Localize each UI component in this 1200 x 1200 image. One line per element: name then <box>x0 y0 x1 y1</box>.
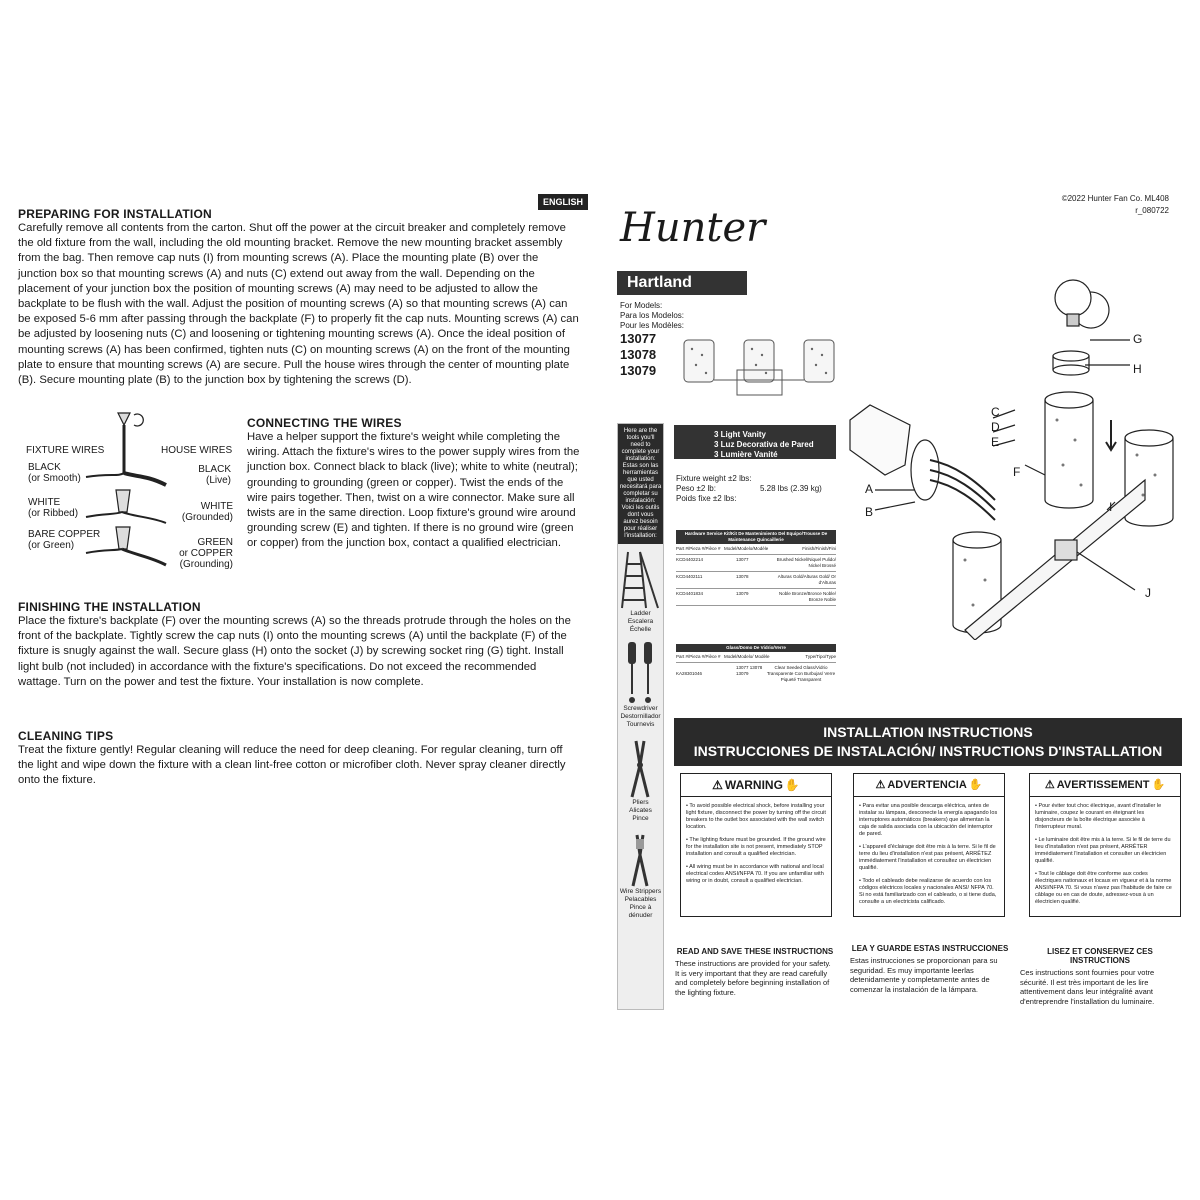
glass-table-title: Glass/Domo De Vidrio/Verre <box>676 644 836 652</box>
installation-instructions-header: INSTALLATION INSTRUCTIONS INSTRUCCIONES DE INSTALACIÓN/ INSTRUCTIONS D'INSTALLATION <box>674 718 1182 766</box>
warning-body: • Para evitar una posible descarga eléctrica, antes de instalar su lámpara, desconecte la energía apagando los interruptores automáticos (breakers) que alimentan la caja de salida asociada con la ubicación del interruptor de pared. • L'appareil d'éclairage doit être mis à la terre. Si le fil de terre du lieu d'installation n'est pas présent, ARRÊTEZ immédiatement l'installation et consultez un électricien qualifié. • Todo el cableado debe realizarse de acuerdo con los códigos eléctricos locales y nacionales ANSI/ NFPA 70. Si no está familiarizado con el cableado, o si tiene duda, consulte a un electricista calificado. <box>853 797 1005 917</box>
white-house-label: WHITE (Grounded) <box>181 501 233 523</box>
diagram-label-i: I <box>1109 500 1113 514</box>
diagram-label-a: A <box>865 482 874 496</box>
pliers-label: Pliers Alicates Pince <box>629 799 652 822</box>
table-row: KCD4402111 13078 Alturas Gold/Alturas Gold/ Or d'Alturas <box>676 572 836 589</box>
wire-strippers-label: Wire Strippers Pelacables Pince à dénuder <box>619 888 662 919</box>
screwdriver-icon <box>618 640 663 705</box>
section-body: Carefully remove all contents from the carton. Shut off the power at the circuit breaker and completely remove the old fixture from the wall, including the old mounting bracket. Remove the new mounting bracket assembly from the bag. Then remove cap nuts (I) from mounting screws (A). Place the mounting plate (B) over the junction box so that mounting screws (A) and nuts (C) extend out away from the wall. Depending on the placement of your junction box the position of mounting screws (A) may need to be adjusted to allow the backplate to be flush with the wall. Adjust the position of mounting screws (A) so that mounting screws (A) can be exposed 5-6 mm after passing through the backplate (F) to properly fit the cap nuts. Mounting screws (A) can be adjusted by loosening nuts (C) and loosening or tightening mounting screws (A). Once the ideal position of mounting screws (A) has been confirmed, tighten nuts (C) on mounting screws (A) on the front of the mounting plate to ensure that mounting screws (A) are secure. Pull the house wires through the center of mounting plate (B). Secure mounting plate (B) to the junction box by tightening the screws (D). <box>18 222 579 387</box>
warning-triangle-icon: ⚠ <box>875 778 886 791</box>
section-title: FINISHING THE INSTALLATION <box>18 600 201 614</box>
brand-logo: Hunter <box>620 205 766 251</box>
warning-triangle-icon: ⚠ <box>712 777 723 792</box>
black-house-label: BLACK (Live) <box>198 464 231 486</box>
wiring-diagram <box>26 405 241 575</box>
warning-title: ⚠ AVERTISSEMENT ✋ <box>1029 773 1181 797</box>
hand-shock-icon: ✋ <box>1151 778 1166 791</box>
read-save-es: LEA Y GUARDE ESTAS INSTRUCCIONES Estas instrucciones se proporcionan para su seguridad. Es muy importante leerlas detenidamente y completamente antes de comenzar la instalación de la lámpara. <box>850 944 1009 994</box>
section-body: Place the fixture's backplate (F) over the mounting screws (A) so the threads protrude through the holes on the front of the backplate. Tightly screw the cap nuts (I) onto the mounting screws (A) until the backplate (F) of the fixture is snugly against the wall. Secure glass (H) onto the socket (J) by screwing socket ring (G) tight. Install light bulb (not included) in accordance with the fixture's specifications. Do not exceed the recommended wattage. Turn on the power and test the fixture. Your installation is now complete. <box>18 615 571 688</box>
diagram-label-e: E <box>991 435 1000 449</box>
read-save-en: READ AND SAVE THESE INSTRUCTIONS These instructions are provided for your safety. It is very important that they are read carefully and completely before beginning installation of the lighting fixture. <box>675 947 834 997</box>
copper-fixture-label: BARE COPPER (or Green) <box>28 529 101 551</box>
warning-title: ⚠ WARNING ✋ <box>680 773 832 797</box>
house-wires-header: HOUSE WIRES <box>161 445 233 456</box>
warning-panel-es <box>853 773 1005 917</box>
section-body: Have a helper support the fixture's weight while completing the wiring. Attach the fixture's wires to the power supply wires from the junction box. Connect black to black (live); white to white (neutral); grounding to grounding (green or copper). Twist the ends of the wire pairs together. Then, twist on a wire connector. Make sure all twists are in the same direction. Loop fixture's ground wire around grounding screw (E) and tighten. If there is no ground wire (green or copper) from the junction box, contact a qualified electrician. <box>247 431 580 550</box>
ladder-icon <box>618 550 663 610</box>
model-numbers: 13077 13078 13079 <box>620 331 657 378</box>
warning-body: • To avoid possible electrical shock, before installing your light fixture, disconnect the power by turning off the circuit breakers to the outlet box associated with the wall switch location. • The lighting fixture must be grounded. If the ground wire for the installation site is not present, immediately STOP installation and consult a qualified electrician. • All wiring must be in accordance with national and local electrical codes ANSI/NFPA 70. If you are unfamiliar with wiring or in doubt, consult a qualified electrician. <box>680 797 832 917</box>
model-name: Hartland <box>617 271 747 295</box>
white-fixture-label: WHITE (or Ribbed) <box>28 497 79 519</box>
hardware-table-header: Part #/Pieza #/Pièce # Model/Modelo/Modèle Finish/Finish/Fini <box>676 544 836 555</box>
copper-house-label: GREEN or COPPER (Grounding) <box>179 537 233 570</box>
diagram-label-b: B <box>865 505 874 519</box>
section-finishing <box>18 600 580 690</box>
fixture-type-box: 3 Light Vanity 3 Luz Decorativa de Pared 3 Lumière Vanité <box>674 425 836 459</box>
section-title: CONNECTING THE WIRES <box>247 416 402 430</box>
black-fixture-label: BLACK (or Smooth) <box>28 462 81 484</box>
warning-triangle-icon: ⚠ <box>1044 778 1055 791</box>
hand-shock-icon: ✋ <box>784 777 800 792</box>
hardware-kit-table <box>676 530 836 685</box>
ladder-label: Ladder Escalera Échelle <box>627 610 654 633</box>
fixture-exploded-view <box>845 270 1185 640</box>
diagram-label-g: G <box>1133 332 1143 346</box>
wire-strippers-icon <box>618 833 663 888</box>
table-row: KCD4402214 13077 Brushed Nickel/Niquel Pulido/ Nickel Brossé <box>676 555 836 572</box>
section-connecting <box>247 416 582 552</box>
screwdriver-label: Screwdriver Destornillador Tournevis <box>620 705 661 728</box>
section-preparing <box>18 207 580 388</box>
language-tag: ENGLISH <box>538 194 588 210</box>
diagram-label-f: F <box>1013 465 1021 479</box>
fixture-weight: Fixture weight ±2 lbs: Peso ±2 lb: Poids fixe ±2 lbs: 5.28 lbs (2.39 kg) <box>676 474 822 503</box>
table-row: KA28301046 13077 13078 13079 Clear Seeded Glass/Vidrio Transparente Con Burbujas/ Verre Piqueté Transparent <box>676 665 836 682</box>
diagram-label-h: H <box>1133 362 1142 376</box>
diagram-label-c: C <box>991 405 1000 419</box>
read-save-fr: LISEZ ET CONSERVEZ CES INSTRUCTIONS Ces instructions sont fournies pour votre sécurité. Il est très important de les lire attentivement dans leur intégralité avant d'entreprendre l'installation du luminaire. <box>1020 947 1155 1006</box>
for-models-label: For Models: Para los Modelos: Pour les Modèles: <box>620 301 685 330</box>
section-body: Treat the fixture gently! Regular cleaning will reduce the need for deep cleaning. For regular cleaning, turn off the light and wipe down the fixture with a clean lint-free cotton or microfiber cloth. Never spray cleaner directly onto the fixture. <box>18 744 566 787</box>
fixture-wires-header: FIXTURE WIRES <box>26 445 105 456</box>
warning-panel-fr <box>1029 773 1181 917</box>
warning-panel-en <box>680 773 832 917</box>
hardware-table-title: Hardware Service Kit/Kit De Mantenimiento Del Equipo/Trousse De Maintenance Quincaillerie <box>676 530 836 544</box>
table-row: KCD4401834 13079 Noble Bronze/Bronce Noble/ Bronze Noble <box>676 589 836 606</box>
exploded-diagram <box>845 270 1185 640</box>
diagram-label-j: J <box>1145 586 1151 600</box>
warning-body: • Pour éviter tout choc électrique, avant d'installer le luminaire, coupez le courant en éteignant les disjoncteurs de la boîte électrique associée à l'interrupteur mural. • Le luminaire doit être mis à la terre. Si le fil de terre du lieu d'installation n'est pas présent, ARRÊTER immédiatement l'installation et consulter un électricien qualifié. • Tout le câblage doit être conforme aux codes électriques nationaux et locaux en vigueur et à la norme ANSI/NFPA 70. Si vous n'avez pas l'habitude de faire ce câblage ou en cas de doute, adressez-vous à un électricien qualifié. <box>1029 797 1181 917</box>
copyright: ©2022 Hunter Fan Co. ML408 r_080722 <box>1061 194 1169 215</box>
section-title: CLEANING TIPS <box>18 729 114 743</box>
product-image <box>682 335 842 405</box>
section-title: PREPARING FOR INSTALLATION <box>18 207 212 221</box>
pliers-icon <box>618 739 663 799</box>
hand-shock-icon: ✋ <box>968 778 983 791</box>
diagram-label-d: D <box>991 420 1000 434</box>
tools-panel <box>617 423 664 1010</box>
section-cleaning <box>18 729 580 789</box>
warning-title: ⚠ ADVERTENCIA ✋ <box>853 773 1005 797</box>
weight-value: 5.28 lbs (2.39 kg) <box>760 484 822 493</box>
tools-header: Here are the tools you'll need to complete your installation: Estas son las herramientas que usted necesitará para completar su instalación: Voici les outils dont vous aurez besoin pour réaliser l'installation: <box>618 424 663 544</box>
glass-table-header: Part #/Pieza #/Pièce # Model/Modelo/ Modèle Type/Tipo/Type <box>676 652 836 663</box>
